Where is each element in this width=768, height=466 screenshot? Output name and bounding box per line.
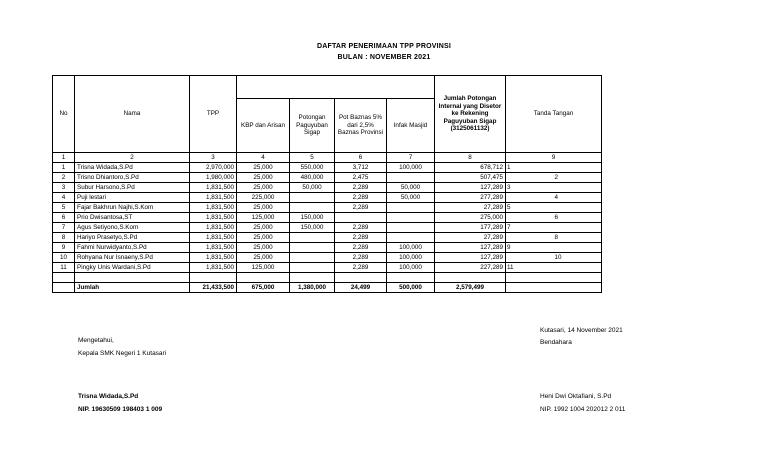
colnum-1: 1 bbox=[53, 153, 75, 163]
signature-left: 9 bbox=[507, 244, 511, 251]
table-row bbox=[53, 203, 602, 213]
row-paguyuban: 150,000 bbox=[290, 223, 335, 233]
total-infak: 500,000 bbox=[387, 283, 435, 293]
total-paguyuban: 1,380,000 bbox=[290, 283, 335, 293]
table-row bbox=[53, 193, 602, 203]
table-row bbox=[53, 163, 602, 173]
table-row bbox=[53, 223, 602, 233]
signature-left bbox=[506, 173, 554, 182]
signature-left: 5 bbox=[507, 204, 511, 211]
signature-left bbox=[506, 233, 554, 242]
row-tpp: 1,831,500 bbox=[190, 223, 237, 233]
header-paguyuban: Potongan Paguyuban Sigap bbox=[290, 99, 335, 153]
table-row bbox=[53, 243, 602, 253]
header-jumlah-potongan-label: Jumlah Potongan Internal yang Disetor ke Rekening Paguyuban Sigap (3125061132) bbox=[438, 95, 502, 133]
signature-right bbox=[554, 243, 602, 252]
row-baznas: 2,289 bbox=[335, 253, 387, 263]
row-no: 11 bbox=[53, 263, 75, 273]
row-tpp: 1,831,500 bbox=[190, 203, 237, 213]
row-jumlah: 27,289 bbox=[435, 233, 506, 243]
row-nama: Trisno Dhiantoro,S.Pd bbox=[75, 173, 190, 183]
total-no bbox=[53, 283, 75, 293]
row-no: 10 bbox=[53, 253, 75, 263]
row-signature bbox=[506, 203, 602, 213]
row-kbp: 25,000 bbox=[237, 173, 290, 183]
row-tpp: 1,831,500 bbox=[190, 243, 237, 253]
row-nama: Prio Dwisantosa,ST bbox=[75, 213, 190, 223]
row-paguyuban: 50,000 bbox=[290, 183, 335, 193]
row-kbp: 25,000 bbox=[237, 223, 290, 233]
row-kbp: 25,000 bbox=[237, 253, 290, 263]
row-kbp: 25,000 bbox=[237, 243, 290, 253]
table-row bbox=[53, 183, 602, 193]
row-no: 6 bbox=[53, 213, 75, 223]
kepala-title: Kepala SMK Negeri 1 Kutasari bbox=[78, 350, 167, 357]
signature-right bbox=[554, 223, 602, 232]
row-kbp: 25,000 bbox=[237, 163, 290, 173]
row-baznas: 2,289 bbox=[335, 223, 387, 233]
row-baznas: 2,289 bbox=[335, 183, 387, 193]
row-nama: Puji lestari bbox=[75, 193, 190, 203]
colnum-2: 2 bbox=[75, 153, 190, 163]
signature-left: 7 bbox=[507, 224, 511, 231]
signature-left: 1 bbox=[507, 164, 511, 171]
header-kbp: KBP dan Arisan bbox=[237, 99, 290, 153]
row-paguyuban bbox=[290, 203, 335, 213]
row-nama: Pingky Unis Wardani,S.Pd bbox=[75, 263, 190, 273]
row-tpp: 1,980,000 bbox=[190, 173, 237, 183]
colnum-6: 6 bbox=[335, 153, 387, 163]
row-tpp: 1,831,500 bbox=[190, 213, 237, 223]
row-infak: 100,000 bbox=[387, 243, 435, 253]
row-nama: Agus Setiyono,S.Kom bbox=[75, 223, 190, 233]
row-infak: 100,000 bbox=[387, 263, 435, 273]
signature-right bbox=[554, 263, 602, 272]
row-kbp: 225,000 bbox=[237, 193, 290, 203]
row-no: 3 bbox=[53, 183, 75, 193]
header-infak: Infak Masjid bbox=[387, 99, 435, 153]
row-tpp: 2,970,000 bbox=[190, 163, 237, 173]
row-tpp: 1,831,500 bbox=[190, 183, 237, 193]
row-infak bbox=[387, 233, 435, 243]
table-body bbox=[53, 163, 602, 273]
row-tpp: 1,831,500 bbox=[190, 263, 237, 273]
row-nama: Subur Harsono,S.Pd bbox=[75, 183, 190, 193]
signature-right: 10 bbox=[554, 254, 562, 261]
row-baznas: 2,289 bbox=[335, 233, 387, 243]
row-signature bbox=[506, 173, 602, 183]
row-jumlah: 27,289 bbox=[435, 203, 506, 213]
row-paguyuban bbox=[290, 253, 335, 263]
row-jumlah: 127,289 bbox=[435, 253, 506, 263]
row-infak: 100,000 bbox=[387, 253, 435, 263]
row-jumlah: 507,475 bbox=[435, 173, 506, 183]
place-date: Kutasari, 14 November 2021 bbox=[540, 327, 623, 334]
row-infak: 100,000 bbox=[387, 163, 435, 173]
column-number-row bbox=[53, 153, 602, 163]
row-paguyuban: 150,000 bbox=[290, 213, 335, 223]
row-jumlah: 127,289 bbox=[435, 243, 506, 253]
row-no: 7 bbox=[53, 223, 75, 233]
row-nama: Fahmi Nurwidyanto,S.Pd bbox=[75, 243, 190, 253]
row-no: 8 bbox=[53, 233, 75, 243]
row-jumlah: 227,289 bbox=[435, 263, 506, 273]
row-tpp: 1,831,500 bbox=[190, 233, 237, 243]
row-jumlah: 275,000 bbox=[435, 213, 506, 223]
total-jumlah: 2,579,499 bbox=[435, 283, 506, 293]
row-infak: 50,000 bbox=[387, 193, 435, 203]
row-jumlah: 678,712 bbox=[435, 163, 506, 173]
row-baznas: 2,289 bbox=[335, 243, 387, 253]
row-signature bbox=[506, 233, 602, 243]
row-tpp: 1,831,500 bbox=[190, 193, 237, 203]
row-nama: Trisna Widada,S.Pd bbox=[75, 163, 190, 173]
signature-left: 11 bbox=[507, 264, 514, 271]
header-no: No bbox=[53, 76, 75, 153]
row-baznas bbox=[335, 213, 387, 223]
total-label: Jumlah bbox=[75, 283, 190, 293]
total-signature bbox=[506, 283, 602, 293]
row-paguyuban bbox=[290, 243, 335, 253]
document-title: DAFTAR PENERIMAAN TPP PROVINSI bbox=[316, 43, 452, 50]
row-no: 4 bbox=[53, 193, 75, 203]
row-infak bbox=[387, 173, 435, 183]
row-baznas: 2,289 bbox=[335, 263, 387, 273]
total-baznas: 24,499 bbox=[335, 283, 387, 293]
signature-right: 6 bbox=[554, 214, 559, 221]
signature-right bbox=[554, 203, 602, 212]
row-paguyuban bbox=[290, 193, 335, 203]
row-tpp: 1,831,500 bbox=[190, 253, 237, 263]
table-row bbox=[53, 173, 602, 183]
bendahara-name: Heni Dwi Oktafiani, S.Pd bbox=[540, 393, 612, 400]
signature-right bbox=[554, 183, 602, 192]
row-nama: Fajar Bakhrun Najhi,S.Kom bbox=[75, 203, 190, 213]
row-paguyuban: 550,000 bbox=[290, 163, 335, 173]
row-no: 9 bbox=[53, 243, 75, 253]
row-baznas: 3,712 bbox=[335, 163, 387, 173]
bendahara-nip: NIP. 1992 1004 202012 2 011 bbox=[540, 406, 626, 413]
header-jumlah-potongan bbox=[435, 76, 506, 153]
total-kbp: 675,000 bbox=[237, 283, 290, 293]
signature-right: 8 bbox=[554, 234, 559, 241]
header-potongan-group bbox=[237, 76, 435, 99]
table-row bbox=[53, 253, 602, 263]
colnum-9: 9 bbox=[506, 153, 602, 163]
bendahara-title: Bendahara bbox=[540, 339, 572, 346]
row-nama: Rohyana Nur Isnaeny,S.Pd bbox=[75, 253, 190, 263]
signature-right: 2 bbox=[554, 174, 559, 181]
signature-left: 3 bbox=[507, 184, 511, 191]
colnum-3: 3 bbox=[190, 153, 237, 163]
row-paguyuban: 480,000 bbox=[290, 173, 335, 183]
row-infak bbox=[387, 213, 435, 223]
gap-row bbox=[53, 273, 602, 283]
row-jumlah: 277,289 bbox=[435, 193, 506, 203]
total-row bbox=[53, 283, 602, 293]
document-subtitle: BULAN : NOVEMBER 2021 bbox=[337, 54, 431, 61]
row-signature bbox=[506, 183, 602, 193]
row-signature bbox=[506, 263, 602, 273]
row-baznas: 2,289 bbox=[335, 203, 387, 213]
row-kbp: 125,000 bbox=[237, 213, 290, 223]
kepala-nip: NIP. 19630509 198403 1 009 bbox=[78, 406, 163, 413]
colnum-5: 5 bbox=[290, 153, 335, 163]
row-signature bbox=[506, 163, 602, 173]
header-tanda-tangan: Tanda Tangan bbox=[506, 76, 602, 153]
colnum-7: 7 bbox=[387, 153, 435, 163]
row-signature bbox=[506, 253, 602, 263]
row-kbp: 125,000 bbox=[237, 263, 290, 273]
row-jumlah: 177,289 bbox=[435, 223, 506, 233]
mengetahui-label: Mengetahui, bbox=[78, 337, 114, 344]
signature-left bbox=[506, 253, 554, 262]
signature-right bbox=[554, 163, 602, 172]
kepala-name: Trisna Widada,S.Pd bbox=[78, 393, 139, 400]
row-paguyuban bbox=[290, 263, 335, 273]
total-tpp: 21,433,500 bbox=[190, 283, 237, 293]
row-nama: Hariyo Prasetyo,S.Pd bbox=[75, 233, 190, 243]
header-tpp: TPP bbox=[190, 76, 237, 153]
row-kbp: 25,000 bbox=[237, 233, 290, 243]
row-kbp: 25,000 bbox=[237, 183, 290, 193]
row-no: 1 bbox=[53, 163, 75, 173]
row-no: 5 bbox=[53, 203, 75, 213]
colnum-4: 4 bbox=[237, 153, 290, 163]
signature-right: 4 bbox=[554, 194, 559, 201]
header-nama: Nama bbox=[75, 76, 190, 153]
header-row bbox=[53, 76, 602, 99]
signature-left bbox=[506, 193, 554, 202]
signature-left bbox=[506, 213, 554, 222]
row-no: 2 bbox=[53, 173, 75, 183]
table-row bbox=[53, 233, 602, 243]
row-signature bbox=[506, 223, 602, 233]
row-kbp: 25,000 bbox=[237, 203, 290, 213]
colnum-8: 8 bbox=[435, 153, 506, 163]
row-infak bbox=[387, 203, 435, 213]
header-baznas: Pot Baznas 5% dari 2,5% Baznas Provinsi bbox=[335, 99, 387, 153]
row-paguyuban bbox=[290, 233, 335, 243]
row-baznas: 2,289 bbox=[335, 193, 387, 203]
row-jumlah: 127,289 bbox=[435, 183, 506, 193]
row-infak: 50,000 bbox=[387, 183, 435, 193]
row-signature bbox=[506, 213, 602, 223]
table-row bbox=[53, 213, 602, 223]
row-baznas: 2,475 bbox=[335, 173, 387, 183]
table-row bbox=[53, 263, 602, 273]
row-infak bbox=[387, 223, 435, 233]
row-signature bbox=[506, 243, 602, 253]
tpp-table bbox=[52, 75, 602, 293]
row-signature bbox=[506, 193, 602, 203]
